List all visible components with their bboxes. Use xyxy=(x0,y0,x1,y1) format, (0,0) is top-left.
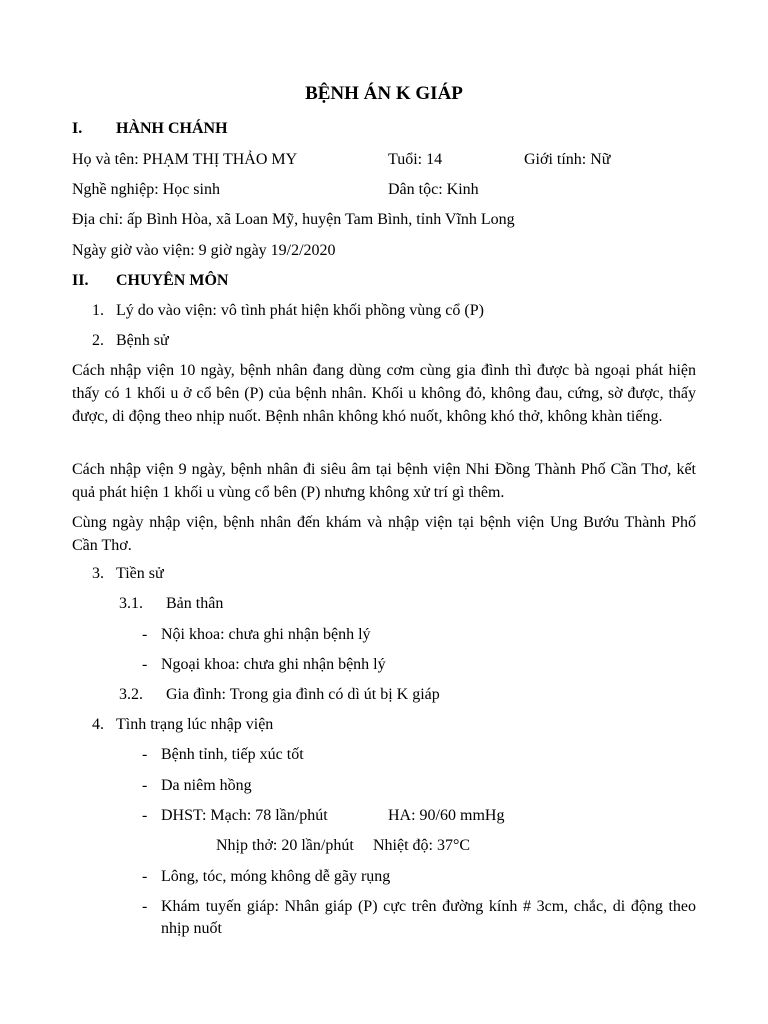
personal-history-heading: Bản thân xyxy=(166,595,224,612)
history-paragraph: Cùng ngày nhập viện, bệnh nhân đến khám và nhập viện tại bệnh viện Ung Bướu Thành Phố Cần Thơ. xyxy=(72,514,696,554)
section-number-1: I. xyxy=(72,120,83,137)
bullet-dash: - xyxy=(142,868,148,885)
bullet-dash: - xyxy=(142,626,148,643)
bullet-dash: - xyxy=(142,746,148,763)
past-history-heading: Tiền sử xyxy=(116,565,164,582)
subsection-number: 3.2. xyxy=(119,686,143,703)
patient-ethnicity: Dân tộc: Kinh xyxy=(388,181,479,198)
internal-medicine-history: Nội khoa: chưa ghi nhận bệnh lý xyxy=(161,626,371,643)
item-number: 1. xyxy=(92,302,104,319)
subsection-number: 3.1. xyxy=(119,595,143,612)
hair-nail-status: Lông, tóc, móng không dễ gãy rụng xyxy=(161,868,391,885)
reason-for-admission: Lý do vào viện: vô tình phát hiện khối phồng vùng cổ (P) xyxy=(116,302,484,319)
vital-signs-respiration: Nhịp thở: 20 lần/phút xyxy=(216,837,354,854)
thyroid-exam: Khám tuyến giáp: Nhân giáp (P) cực trên đường kính # 3cm, chắc, di động theo nhịp nuốt xyxy=(161,898,696,937)
consciousness-status: Bệnh tỉnh, tiếp xúc tốt xyxy=(161,746,304,763)
page-title: BỆNH ÁN K GIÁP xyxy=(305,83,463,104)
family-history: Gia đình: Trong gia đình có dì út bị K giáp xyxy=(166,686,440,703)
item-number: 2. xyxy=(92,332,104,349)
bullet-dash: - xyxy=(142,807,148,824)
history-paragraph: Cách nhập viện 9 ngày, bệnh nhân đi siêu âm tại bệnh viện Nhi Đồng Thành Phố Cần Thơ, kết quả phát hiện 1 khối u vùng cổ bên (P) nhưng không xử trí gì thêm. xyxy=(72,461,696,501)
bullet-dash: - xyxy=(142,898,148,915)
patient-occupation: Nghề nghiệp: Học sinh xyxy=(72,181,220,198)
bullet-dash: - xyxy=(142,656,148,673)
item-number: 4. xyxy=(92,716,104,733)
history-paragraph: Cách nhập viện 10 ngày, bệnh nhân đang dùng cơm cùng gia đình thì được bà ngoại phát hiện thấy có 1 khối u ở cổ bên (P) của bệnh nhân. Khối u không đỏ, không đau, cứng, sờ được, thấy được, di động theo nhịp nuốt. Bệnh nhân không khó nuốt, không khó thở, không khàn tiếng. xyxy=(72,362,696,425)
surgical-history: Ngoại khoa: chưa ghi nhận bệnh lý xyxy=(161,656,386,673)
vital-signs-pulse: DHST: Mạch: 78 lần/phút xyxy=(161,807,328,824)
patient-gender: Giới tính: Nữ xyxy=(524,151,611,168)
vital-signs-temperature: Nhiệt độ: 37°C xyxy=(373,837,471,854)
admission-time: Ngày giờ vào viện: 9 giờ ngày 19/2/2020 xyxy=(72,242,336,259)
admission-status-heading: Tình trạng lúc nhập viện xyxy=(116,716,274,733)
item-number: 3. xyxy=(92,565,104,582)
bullet-dash: - xyxy=(142,777,148,794)
medical-history-heading: Bệnh sử xyxy=(116,332,169,349)
section-heading-specialty: CHUYÊN MÔN xyxy=(116,272,229,289)
patient-address: Địa chỉ: ấp Bình Hòa, xã Loan Mỹ, huyện Tam Bình, tỉnh Vĩnh Long xyxy=(72,211,515,228)
skin-mucosa-status: Da niêm hồng xyxy=(161,777,252,794)
patient-age: Tuổi: 14 xyxy=(388,151,443,168)
section-heading-admin: HÀNH CHÁNH xyxy=(116,120,228,137)
section-number-2: II. xyxy=(72,272,89,289)
patient-name: Họ và tên: PHẠM THỊ THẢO MY xyxy=(72,151,298,168)
vital-signs-blood-pressure: HA: 90/60 mmHg xyxy=(388,807,505,824)
